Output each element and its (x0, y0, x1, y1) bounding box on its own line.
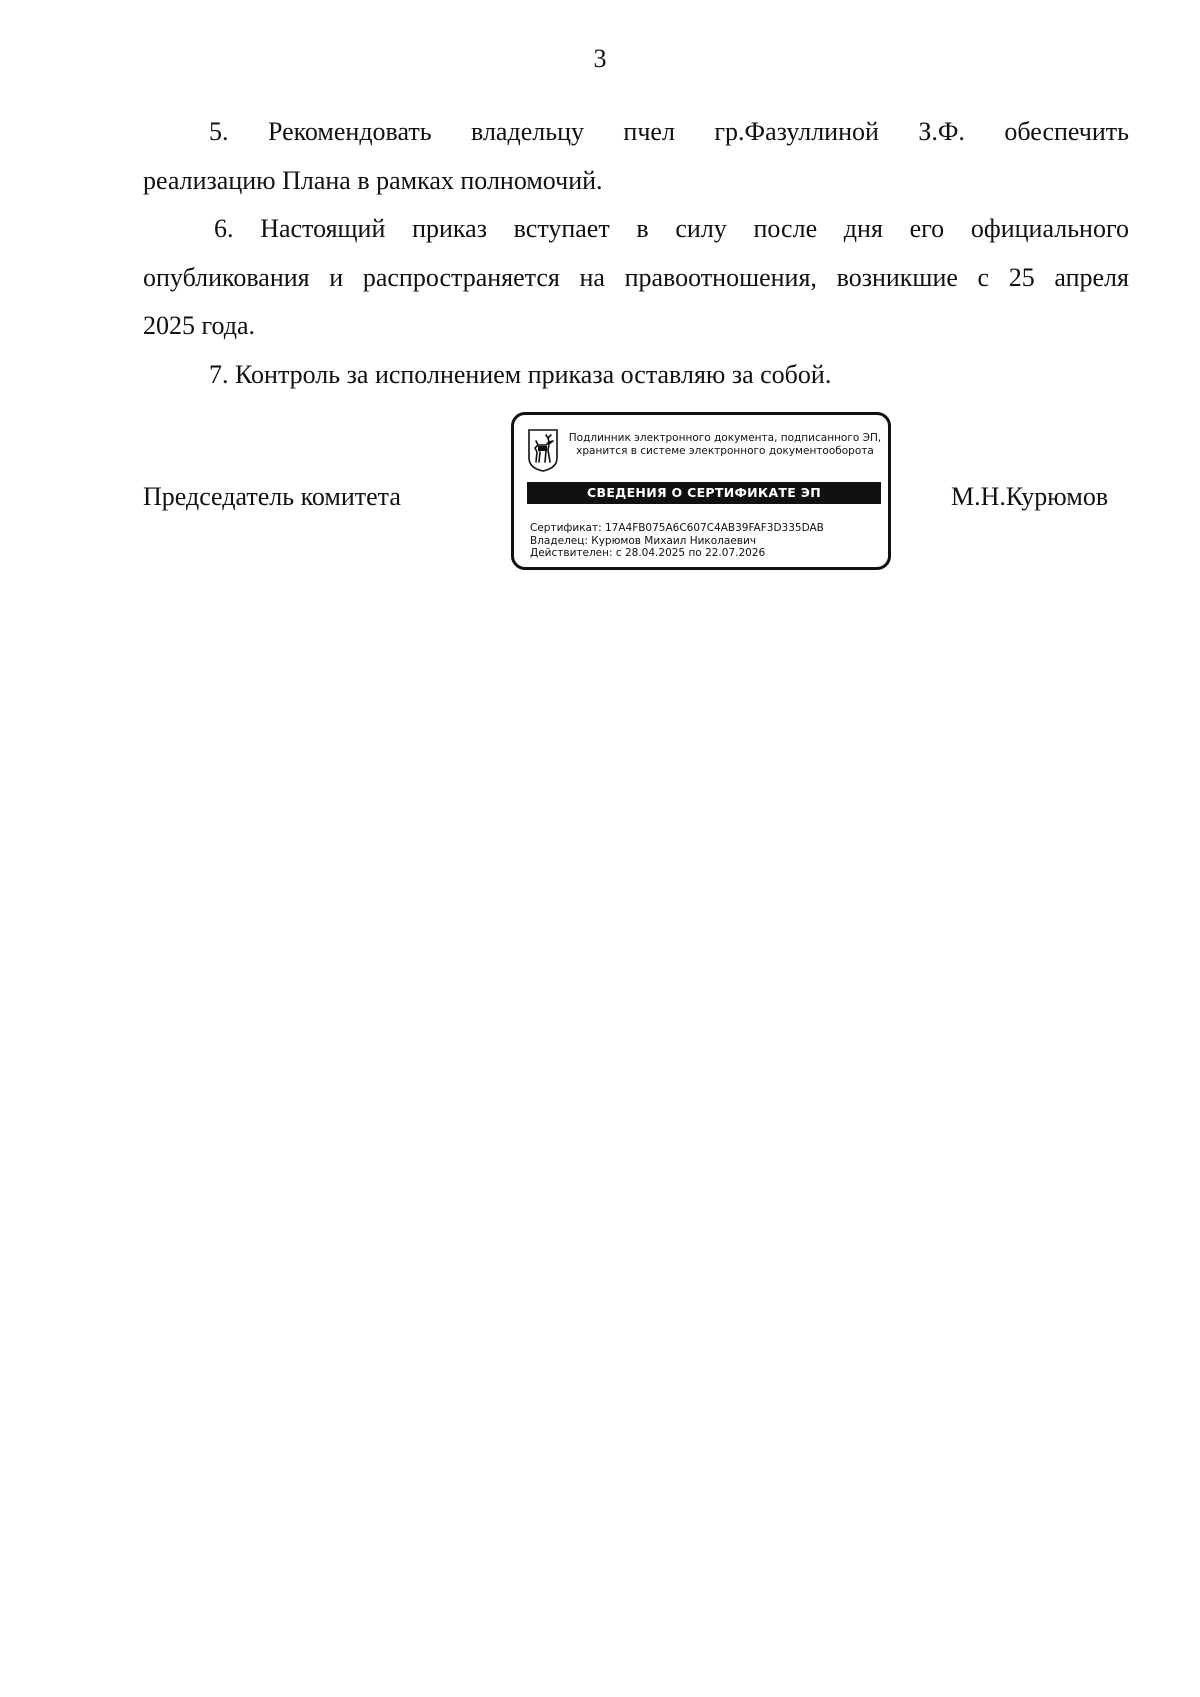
deer-emblem-icon (527, 428, 559, 472)
stamp-certificate-validity: Действителен: с 28.04.2025 по 22.07.2026 (530, 547, 766, 559)
paragraph-7 (143, 351, 1129, 400)
stamp-header (564, 432, 886, 458)
paragraph-5-line-2: реализацию Плана в рамках полномочий. (143, 165, 603, 195)
paragraph-6-line-3: 2025 года. (143, 311, 256, 340)
paragraph-5 (143, 108, 1129, 205)
stamp-certificate-number: Сертификат: 17A4FB075A6C607C4AB39FAF3D335DAB (530, 522, 824, 534)
paragraph-7-line-1: 7. Контроль за исполнением приказа оставляю за собой. (209, 359, 832, 389)
paragraph-6 (143, 205, 1129, 351)
stamp-header-line-2: хранится в системе электронного документооборота (576, 445, 874, 457)
signature-name: М.Н.Курюмов (951, 482, 1109, 511)
signature-title: Председатель комитета (143, 482, 401, 511)
electronic-signature-stamp (511, 412, 891, 570)
page-number: 3 (593, 44, 607, 73)
paragraph-5-line-1: 5. Рекомендовать владельцу пчел гр.Фазуллиной З.Ф. обеспечить (209, 117, 1129, 146)
stamp-header-line-1: Подлинник электронного документа, подписанного ЭП, (568, 432, 882, 444)
document-body (143, 108, 1129, 399)
stamp-certificate-details (530, 522, 880, 560)
paragraph-6-line-2: опубликования и распространяется на правоотношения, возникшие с 25 апреля (143, 262, 1129, 292)
paragraph-6-line-1: 6. Настоящий приказ вступает в силу после дня его официального (214, 214, 1129, 243)
stamp-certificate-owner: Владелец: Курюмов Михаил Николаевич (530, 534, 757, 547)
stamp-certificate-banner: СВЕДЕНИЯ О СЕРТИФИКАТЕ ЭП (527, 482, 881, 504)
